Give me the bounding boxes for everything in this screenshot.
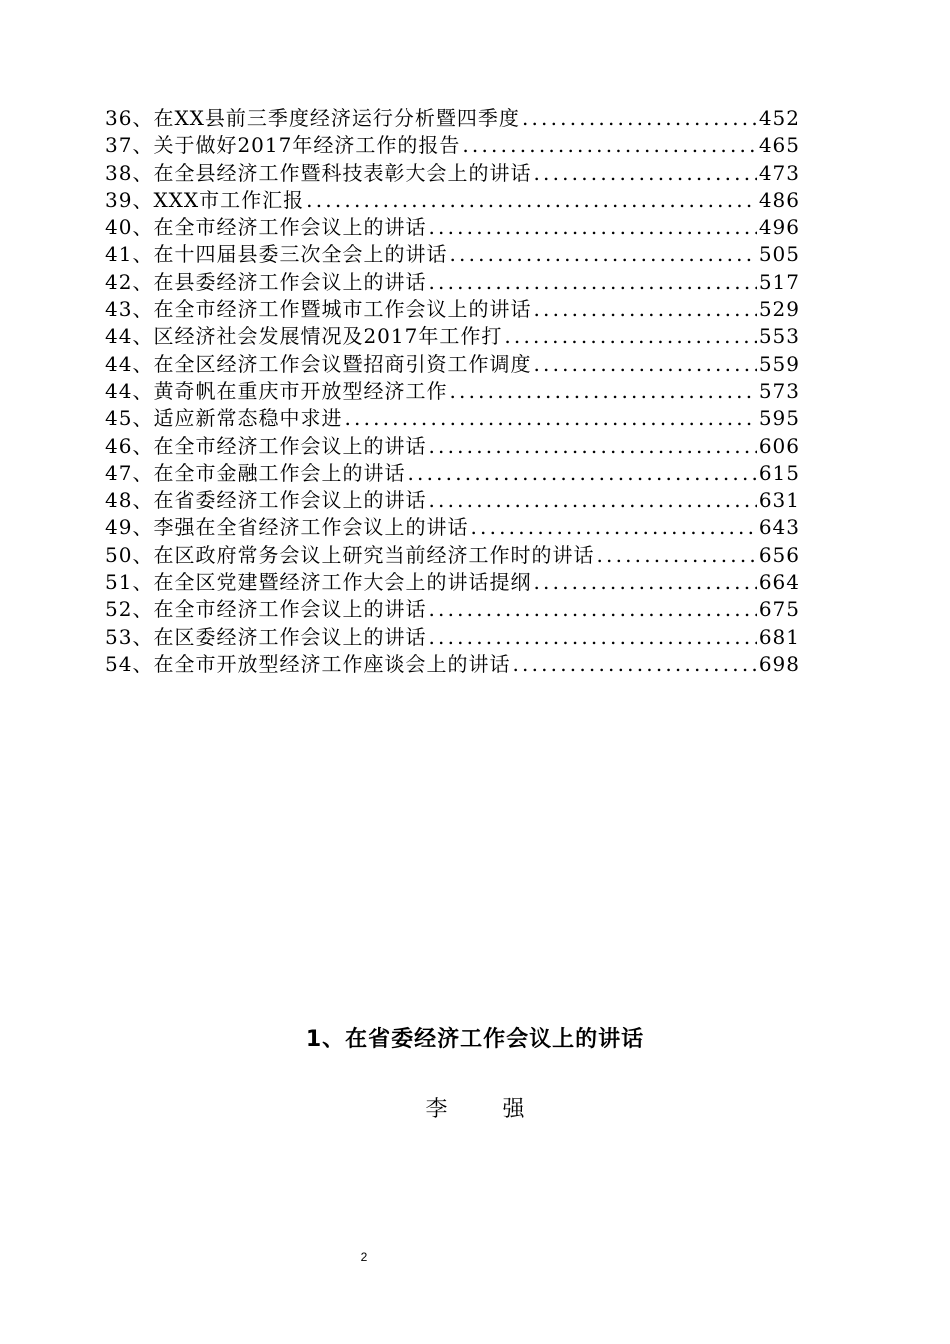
toc-entry-title: 49、李强在全省经济工作会议上的讲话 — [105, 515, 469, 540]
toc-entry-title: 51、在全区党建暨经济工作大会上的讲话提纲 — [105, 570, 532, 595]
toc-entry[interactable] — [105, 460, 800, 487]
toc-entry-page: 643 — [758, 515, 800, 540]
toc-entry-title: 53、在区委经济工作会议上的讲话 — [105, 624, 427, 649]
toc-entry[interactable] — [105, 651, 800, 678]
toc-entry-title: 47、在全市金融工作会上的讲话 — [105, 460, 406, 485]
toc-leader-dots — [449, 378, 756, 405]
toc-entry[interactable] — [105, 542, 800, 569]
toc-leader-dots — [533, 351, 756, 378]
toc-leader-dots — [596, 542, 756, 569]
toc-entry-title: 44、黄奇帆在重庆市开放型经济工作 — [105, 378, 448, 403]
toc-leader-dots — [462, 132, 756, 159]
toc-entry-title: 48、在省委经济工作会议上的讲话 — [105, 488, 427, 513]
toc-entry-page: 559 — [758, 351, 800, 376]
toc-entry[interactable] — [105, 160, 800, 187]
toc-leader-dots — [533, 160, 756, 187]
toc-entry-page: 573 — [758, 378, 800, 403]
toc-leader-dots — [428, 214, 756, 241]
toc-leader-dots — [449, 241, 756, 268]
toc-entry-title: 44、区经济社会发展情况及2017年工作打 — [105, 324, 503, 349]
toc-entry-title: 44、在全区经济工作会议暨招商引资工作调度 — [105, 351, 532, 376]
toc-entry-page: 656 — [758, 542, 800, 567]
page-number: 2 — [360, 1250, 368, 1264]
toc-entry-page: 486 — [758, 187, 800, 212]
toc-entry[interactable] — [105, 323, 800, 350]
toc-entry[interactable] — [105, 296, 800, 323]
toc-entry-title: 36、在XX县前三季度经济运行分析暨四季度 — [105, 106, 520, 130]
toc-entry-title: 42、在县委经济工作会议上的讲话 — [105, 269, 427, 294]
toc-entry[interactable] — [105, 214, 800, 241]
toc-entry[interactable] — [105, 132, 800, 159]
toc-leader-dots — [344, 405, 756, 432]
toc-entry-page: 606 — [758, 433, 800, 458]
toc-leader-dots — [522, 105, 757, 132]
toc-entry[interactable] — [105, 351, 800, 378]
toc-entry[interactable] — [105, 105, 800, 132]
toc-leader-dots — [428, 487, 756, 514]
toc-entry-page: 452 — [758, 106, 800, 130]
toc-entry[interactable] — [105, 569, 800, 596]
toc-entry[interactable] — [105, 433, 800, 460]
toc-entry-title: 37、关于做好2017年经济工作的报告 — [105, 133, 461, 158]
toc-leader-dots — [533, 569, 756, 596]
toc-entry-title: 38、在全县经济工作暨科技表彰大会上的讲话 — [105, 160, 532, 185]
toc-entry-page: 595 — [758, 406, 800, 431]
toc-entry-page: 505 — [758, 242, 800, 267]
toc-entry-page: 529 — [758, 297, 800, 322]
toc-entry-title: 50、在区政府常务会议上研究当前经济工作时的讲话 — [105, 542, 595, 567]
toc-entry-page: 553 — [758, 324, 800, 349]
toc-entry-title: 52、在全市经济工作会议上的讲话 — [105, 597, 427, 622]
toc-entry-page: 675 — [758, 597, 800, 622]
toc-leader-dots — [428, 269, 756, 296]
section-heading: 1、在省委经济工作会议上的讲话 — [305, 1027, 645, 1052]
toc-entry-page: 631 — [758, 488, 800, 513]
toc-entry[interactable] — [105, 378, 800, 405]
table-of-contents — [105, 105, 800, 678]
toc-entry-page: 465 — [758, 133, 800, 158]
toc-entry-title: 45、适应新常态稳中求进 — [105, 406, 343, 431]
toc-entry[interactable] — [105, 241, 800, 268]
toc-entry-page: 664 — [758, 570, 800, 595]
toc-entry-page: 496 — [758, 215, 800, 240]
toc-leader-dots — [428, 624, 756, 651]
toc-entry-title: 46、在全市经济工作会议上的讲话 — [105, 433, 427, 458]
toc-entry[interactable] — [105, 624, 800, 651]
toc-leader-dots — [407, 460, 756, 487]
toc-entry-page: 681 — [758, 624, 800, 649]
toc-entry[interactable] — [105, 514, 800, 541]
toc-entry-page: 517 — [758, 269, 800, 294]
toc-entry[interactable] — [105, 596, 800, 623]
toc-entry-title: 39、XXX市工作汇报 — [105, 187, 305, 212]
toc-entry-title: 43、在全市经济工作暨城市工作会议上的讲话 — [105, 297, 532, 322]
toc-entry[interactable] — [105, 487, 800, 514]
author-name: 李 强 — [425, 1097, 549, 1122]
toc-entry-page: 473 — [758, 160, 800, 185]
toc-entry-title: 54、在全市开放型经济工作座谈会上的讲话 — [105, 651, 511, 676]
toc-entry[interactable] — [105, 269, 800, 296]
toc-leader-dots — [428, 433, 756, 460]
toc-leader-dots — [512, 651, 756, 678]
toc-entry-page: 698 — [758, 651, 800, 676]
toc-leader-dots — [306, 187, 757, 214]
toc-leader-dots — [428, 596, 756, 623]
toc-entry-title: 40、在全市经济工作会议上的讲话 — [105, 215, 427, 240]
toc-entry[interactable] — [105, 187, 800, 214]
toc-entry-page: 615 — [758, 460, 800, 485]
toc-leader-dots — [533, 296, 756, 323]
toc-entry-title: 41、在十四届县委三次全会上的讲话 — [105, 242, 448, 267]
toc-leader-dots — [470, 514, 756, 541]
toc-leader-dots — [504, 323, 756, 350]
toc-entry[interactable] — [105, 405, 800, 432]
